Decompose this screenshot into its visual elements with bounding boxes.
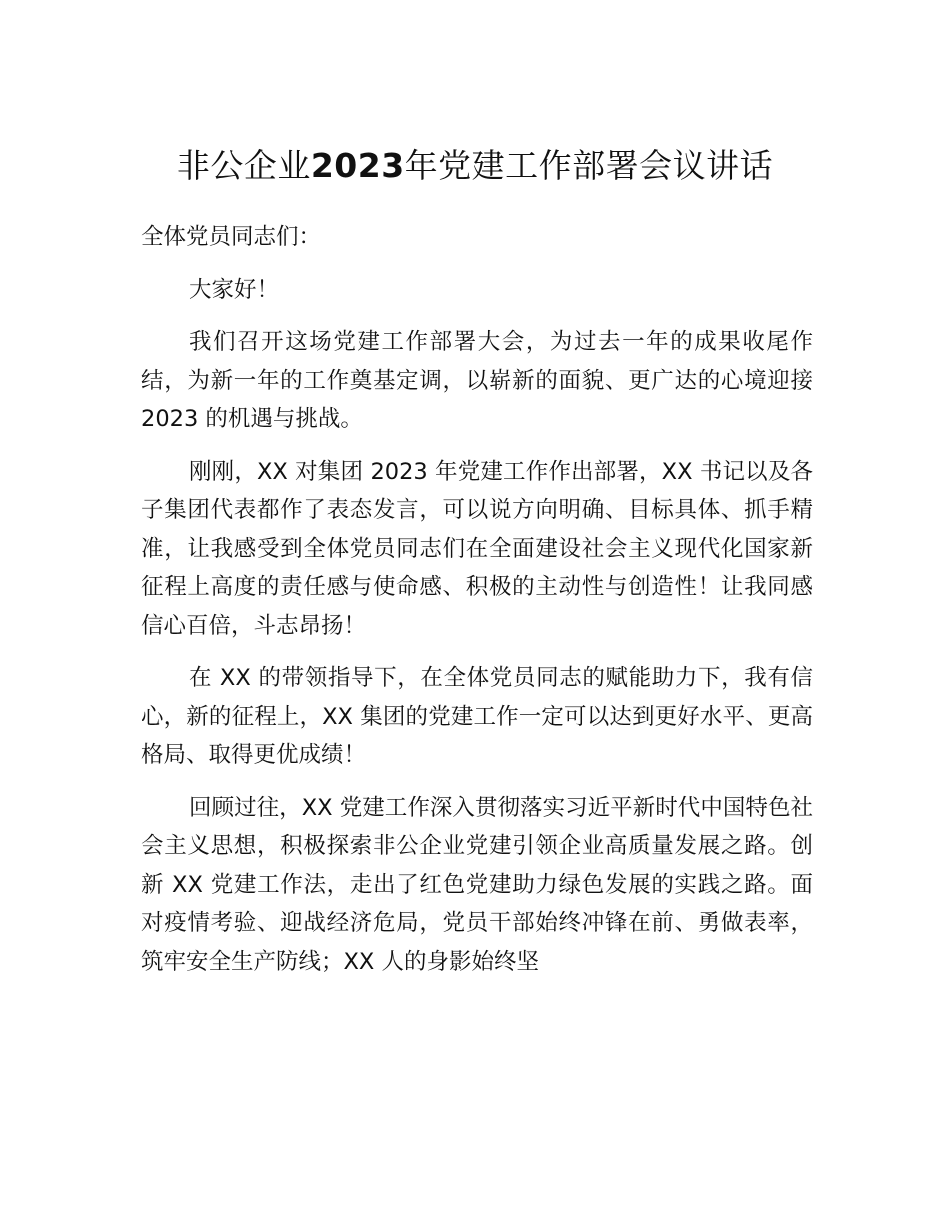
document-body [141,218,813,995]
salutation: 全体党员同志们： [141,224,322,250]
title-year: 2023 [310,146,405,185]
document-title [0,143,950,189]
title-prefix: 非公企业 [176,146,311,185]
paragraph-4: 回顾过往，XX 党建工作深入贯彻落实习近平新时代中国特色社会主义思想，积极探索非公企业党建引领企业高质量发展之路。创新 XX 党建工作法，走出了红色党建助力绿色发展的实践之路。面对疫情考验、迎战经济危局，党员干部始终冲锋在前、勇做表率，筑牢安全生产防线；XX 人的身影始终坚 [141,794,813,975]
paragraph-greeting: 大家好！ [189,276,280,303]
paragraph-2: 刚刚，XX 对集团 2023 年党建工作作出部署，XX 书记以及各子集团代表都作了表态发言，可以说方向明确、目标具体、抓手精准，让我感受到全体党员同志们在全面建设社会主义现代化国家新征程上高度的责任感与使命感、积极的主动性与创造性！让我同感信心百倍，斗志昂扬！ [141,458,813,639]
title-suffix: 年党建工作部署会议讲话 [404,146,774,185]
paragraph-1: 我们召开这场党建工作部署大会，为过去一年的成果收尾作结，为新一年的工作奠基定调，以崭新的面貌、更广达的心境迎接 2023 的机遇与挑战。 [141,329,813,432]
paragraph-3: 在 XX 的带领指导下，在全体党员同志的赋能助力下，我有信心，新的征程上，XX 集团的党建工作一定可以达到更好水平、更高格局、取得更优成绩！ [141,665,813,768]
